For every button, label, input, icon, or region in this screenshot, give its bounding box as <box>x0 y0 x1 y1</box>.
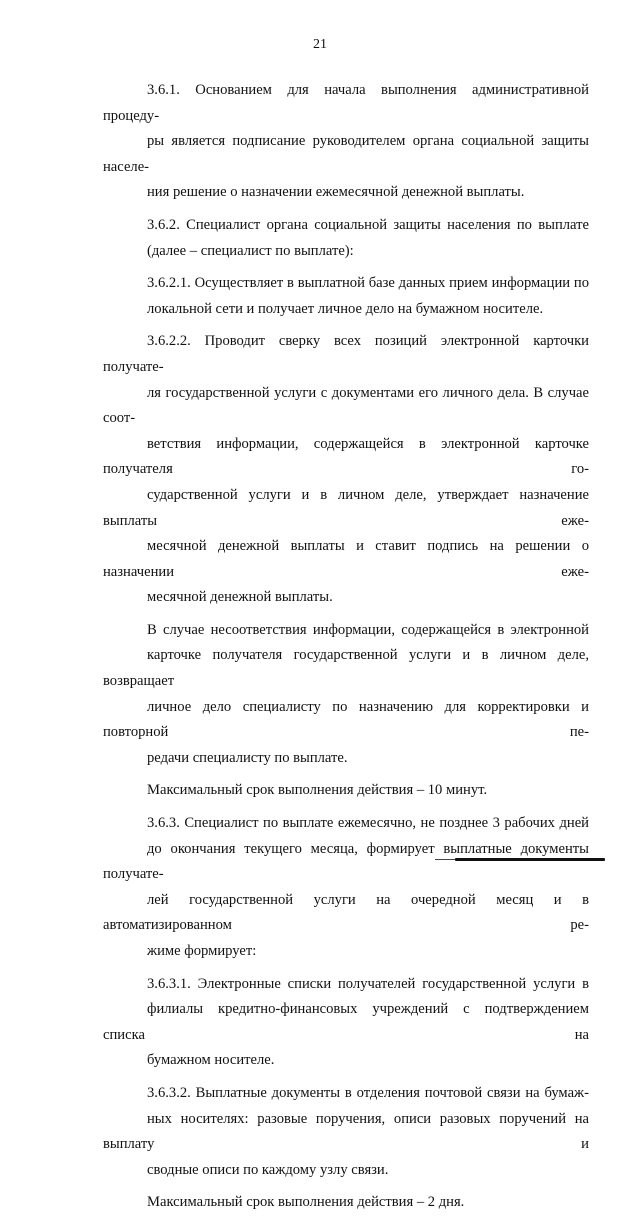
paragraph-max-time-2-days <box>103 1190 589 1216</box>
paragraph-3-6-2-2 <box>103 329 589 611</box>
text-line: ных носителях: разовые поручения, описи разовых поручений на выплату и <box>103 1110 589 1153</box>
paragraph-3-6-3-2 <box>103 1081 589 1183</box>
text-line: 3.6.3.1. Электронные списки получателей государственной услуги в <box>147 975 589 992</box>
text-line: 3.6.2. Специалист органа социальной защиты населения по выплате <box>147 216 589 233</box>
text-line: ры является подписание руководителем органа социальной защиты населе- <box>103 133 589 175</box>
text-line: (далее – специалист по выплате): <box>147 242 354 259</box>
paragraph-3-6-3 <box>103 811 589 965</box>
paragraph-3-6-2 <box>103 213 589 264</box>
bottom-rule-divider <box>455 858 605 861</box>
text-line: Максимальный срок выполнения действия – 10 минут. <box>147 782 488 799</box>
text-line: месячной денежной выплаты. <box>147 589 333 606</box>
text-line: 3.6.3.2. Выплатные документы в отделения почтовой связи на бумаж- <box>147 1084 589 1101</box>
text-line: бумажном носителе. <box>147 1052 275 1069</box>
text-line: 3.6.1. Основанием для начала выполнения административной процеду- <box>103 82 589 124</box>
page-number: 21 <box>313 37 327 52</box>
text-line: 3.6.2.1. Осуществляет в выплатной базе данных прием информации по <box>147 275 589 292</box>
text-line: карточке получателя государственной услуги и в личном деле, возвращает <box>103 647 589 690</box>
text-line: ния решение о назначении ежемесячной денежной выплаты. <box>147 184 525 201</box>
text-line: ля государственной услуги с документами его личного дела. В случае соот- <box>103 384 589 427</box>
text-line: редачи специалисту по выплате. <box>147 749 348 766</box>
paragraph-3-6-2-1 <box>103 271 589 322</box>
paragraph-3-6-1 <box>103 78 589 206</box>
text-line: 3.6.3. Специалист по выплате ежемесячно, не позднее 3 рабочих дней <box>147 815 589 832</box>
text-line: Максимальный срок выполнения действия – 2 дня. <box>147 1194 465 1211</box>
text-line: лей государственной услуги на очередной месяц и в автоматизированном ре- <box>103 891 589 934</box>
text-line: месячной денежной выплаты и ставит подпись на решении о назначении еже- <box>103 538 589 580</box>
paragraph-3-6-3-1 <box>103 972 589 1074</box>
text-line: 3.6.2.2. Проводит сверку всех позиций электронной карточки получате- <box>103 333 589 375</box>
text-line: сводные описи по каждому узлу связи. <box>147 1161 389 1178</box>
document-body <box>103 78 589 1216</box>
text-line: В случае несоответствия информации, содержащейся в электронной <box>147 621 589 638</box>
text-line: филиалы кредитно-финансовых учреждений с подтверждением списка на <box>103 1001 589 1043</box>
text-line: ветствия информации, содержащейся в электронной карточке получателя го- <box>103 435 589 478</box>
text-line: личное дело специалисту по назначению для корректировки и повторной пе- <box>103 698 589 741</box>
text-line: локальной сети и получает личное дело на бумажном носителе. <box>147 300 544 317</box>
text-line: жиме формирует: <box>147 943 257 959</box>
paragraph-mismatch <box>103 618 589 772</box>
text-line: сударственной услуги и в личном деле, утверждает назначение выплаты еже- <box>103 486 589 529</box>
paragraph-max-time-10-min <box>103 778 589 804</box>
text-line: до окончания текущего месяца, формирует выплатные документы получате- <box>103 840 589 883</box>
